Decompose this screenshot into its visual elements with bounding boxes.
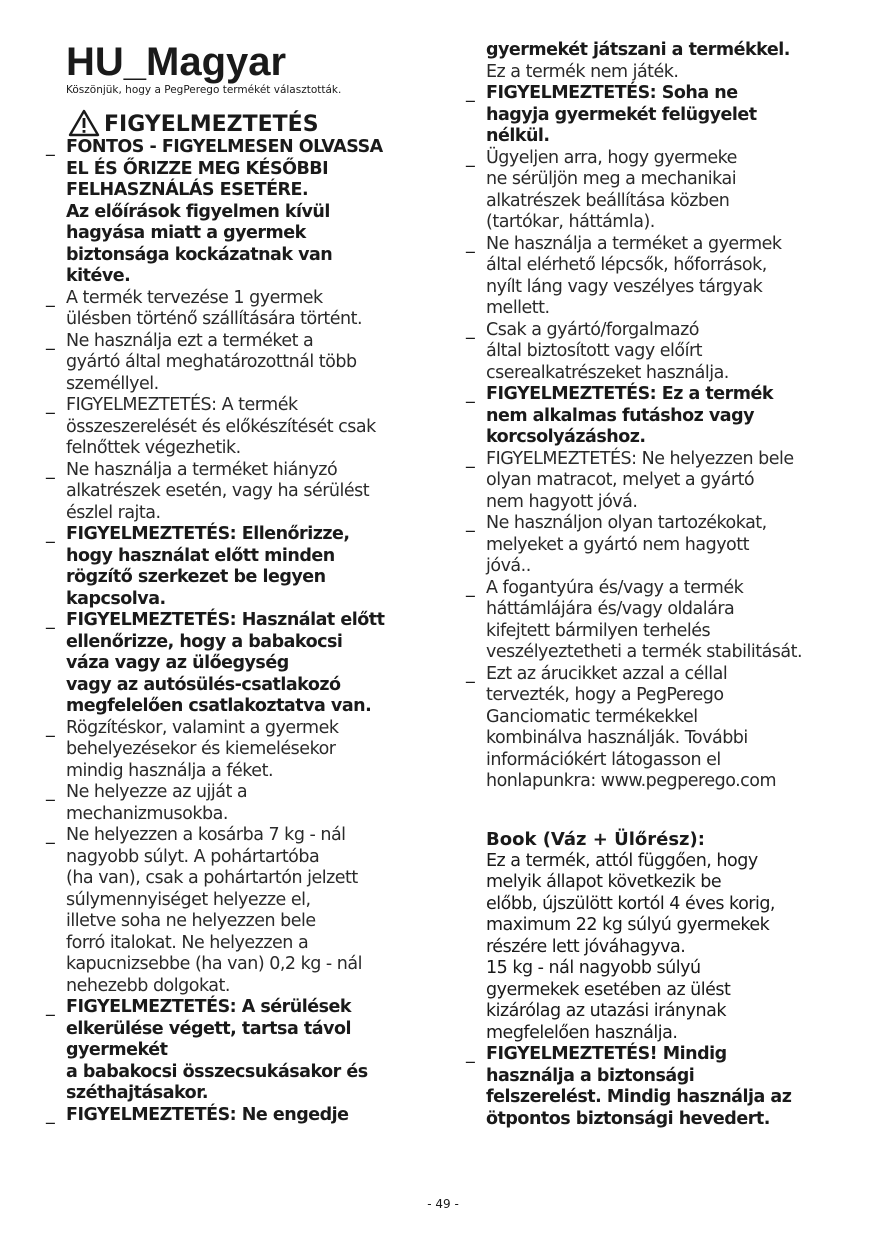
continued-item	[466, 40, 861, 83]
item-text: Ne használja a terméket a gyermek által elérhető lépcsők, hőforrások, nyílt láng vagy veszélyes tárgyak mellett.	[486, 233, 782, 318]
item-text: Rögzítéskor, valamint a gyermek behelyezésekor és kiemelésekor mindig használja a féket.	[66, 717, 339, 781]
list-item	[46, 718, 436, 783]
dash-marker: _	[466, 448, 475, 469]
dash-marker: _	[46, 459, 55, 480]
item-text: Ne használja ezt a terméket a gyártó által meghatározottnál több személlyel.	[66, 330, 357, 394]
dash-marker: _	[46, 524, 55, 544]
list-item	[466, 1044, 861, 1130]
right-warning-list	[466, 83, 861, 793]
continued-light-text: Ez a termék nem játék.	[486, 61, 679, 82]
page-subtitle: Köszönjük, hogy a PegPerego termékét választották.	[66, 84, 342, 96]
right-column	[466, 40, 861, 1130]
item-text: Ne helyezzen a kosárba 7 kg - nál nagyobb súlyt. A pohártartóba (ha van), csak a pohártartón jelzett súlymennyiséget helyezze el, illetve soha ne helyezzen bele forró italokat. Ne helyezzen a kapucnizsebbe (ha van) 0,2 kg - nál nehezebb dolgokat.	[66, 825, 362, 996]
list-item	[46, 825, 436, 997]
list-item	[466, 384, 861, 449]
warning-heading	[68, 109, 436, 137]
dash-marker: _	[46, 610, 55, 630]
item-text: Ne használja a terméket hiányzó alkatrészek esetén, vagy ha sérülést észlel rajta.	[66, 459, 370, 523]
dash-marker: _	[46, 825, 55, 845]
list-item	[46, 288, 436, 331]
dash-marker: _	[46, 782, 55, 802]
book-warning-list	[466, 1044, 861, 1130]
item-text: FIGYELMEZTETÉS: Ellenőrizze, hogy használat előtt minden rögzítő szerkezet be legyen kapcsolva.	[66, 524, 350, 609]
dash-marker: _	[46, 330, 55, 351]
list-item	[466, 148, 861, 234]
left-column	[46, 40, 436, 1126]
item-text: FIGYELMEZTETÉS: Soha ne hagyja gyermekét felügyelet nélkül.	[486, 83, 757, 146]
list-item	[46, 524, 436, 610]
item-text: Ne helyezze az ujját a mechanizmusokba.	[66, 782, 248, 824]
list-item	[46, 395, 436, 460]
dash-marker: _	[466, 83, 475, 103]
list-item	[466, 513, 861, 578]
dash-marker: _	[46, 997, 55, 1017]
item-text: FIGYELMEZTETÉS: Használat előtt ellenőrizze, hogy a babakocsi váza vagy az ülőegység vagy az autósülés-csatlakozó megfelelően csatlakoztatva van.	[66, 610, 385, 716]
item-text: Csak a gyártó/forgalmazó által biztosított vagy előírt cserealkatrészeket használja.	[486, 319, 729, 383]
dash-marker: _	[466, 319, 475, 340]
list-item	[466, 83, 861, 148]
item-text: FIGYELMEZTETÉS: A termék összeszerelését és előkészítését csak felnőttek végezhetik.	[66, 395, 376, 458]
page-title: HU_Magyar	[66, 40, 287, 84]
item-text: FIGYELMEZTETÉS! Mindig használja a biztonsági felszerelést. Mindig használja az ötpontos biztonsági hevedert.	[486, 1044, 792, 1129]
dash-marker: _	[466, 513, 475, 533]
list-item	[46, 460, 436, 525]
item-text: A termék tervezése 1 gyermek ülésben történő szállítására történt.	[66, 287, 363, 329]
list-item	[46, 610, 436, 718]
warning-heading-text: FIGYELMEZTETÉS	[104, 112, 319, 137]
book-section-body: Ez a termék, attól függően, hogy melyik állapot következik be előbb, újszülött kortól 4 éves korig, maximum 22 kg súlyú gyermekek részére lett jóváhagyva. 15 kg - nál nagyobb súlyú gyermekek esetében az ülést kizárólag az utazási iránynak megfelelően használja.	[486, 850, 775, 1043]
item-text: A fogantyúra és/vagy a termék háttámlájára és/vagy oldalára kifejtett bármilyen terhelés veszélyeztetheti a termék stabilitását.	[486, 577, 803, 662]
dash-marker: _	[466, 663, 475, 684]
item-text: FIGYELMEZTETÉS: A sérülések elkerülése végett, tartsa távol gyermekét a babakocsi összecsukásakor és széthajtásakor.	[66, 997, 368, 1103]
list-item	[46, 137, 436, 288]
item-text: Ne használjon olyan tartozékokat, melyeket a gyártó nem hagyott jóvá..	[486, 513, 767, 576]
continued-bold-text: gyermekét játszani a termékkel.	[486, 40, 790, 60]
list-item	[466, 449, 861, 514]
item-text: FIGYELMEZTETÉS: Ne engedje	[66, 1104, 349, 1125]
dash-marker: _	[466, 1044, 475, 1064]
list-item	[46, 782, 436, 825]
item-text: FIGYELMEZTETÉS: Ne helyezzen bele olyan matracot, melyet a gyártó nem hagyott jóvá.	[486, 448, 794, 512]
item-text: FONTOS - FIGYELMESEN OLVASSA EL ÉS ŐRIZZE MEG KÉSŐBBI FELHASZNÁLÁS ESETÉRE. Az előírások figyelmen kívül hagyása miatt a gyermek biztonsága kockázatnak van kitéve.	[66, 137, 383, 286]
list-item	[46, 1105, 436, 1127]
warning-triangle-icon	[68, 109, 100, 137]
dash-marker: _	[46, 137, 55, 157]
dash-marker: _	[46, 717, 55, 738]
dash-marker: _	[466, 577, 475, 598]
dash-marker: _	[466, 147, 475, 168]
item-text: Ügyeljen arra, hogy gyermeke ne sérüljön meg a mechanikai alkatrészek beállítása közben (tartókar, háttámla).	[486, 147, 737, 232]
book-section-title: Book (Váz + Ülőrész):	[486, 828, 705, 850]
list-item	[46, 331, 436, 396]
page-number: - 49 -	[427, 1197, 459, 1211]
left-warning-list	[46, 137, 436, 1126]
dash-marker: _	[466, 384, 475, 404]
list-item	[46, 997, 436, 1105]
list-item	[466, 664, 861, 793]
dash-marker: _	[46, 1104, 55, 1125]
list-item	[466, 234, 861, 320]
dash-marker: _	[46, 287, 55, 308]
dash-marker: _	[46, 395, 55, 415]
list-item	[466, 578, 861, 664]
item-text: FIGYELMEZTETÉS: Ez a termék nem alkalmas futáshoz vagy korcsolyázáshoz.	[486, 384, 773, 447]
dash-marker: _	[466, 233, 475, 254]
item-text: Ezt az árucikket azzal a céllal tervezték, hogy a PegPerego Ganciomatic termékekkel kombinálva használják. További információkért látogasson el honlapunkra: www.pegperego.com	[486, 663, 777, 791]
list-item	[466, 320, 861, 385]
